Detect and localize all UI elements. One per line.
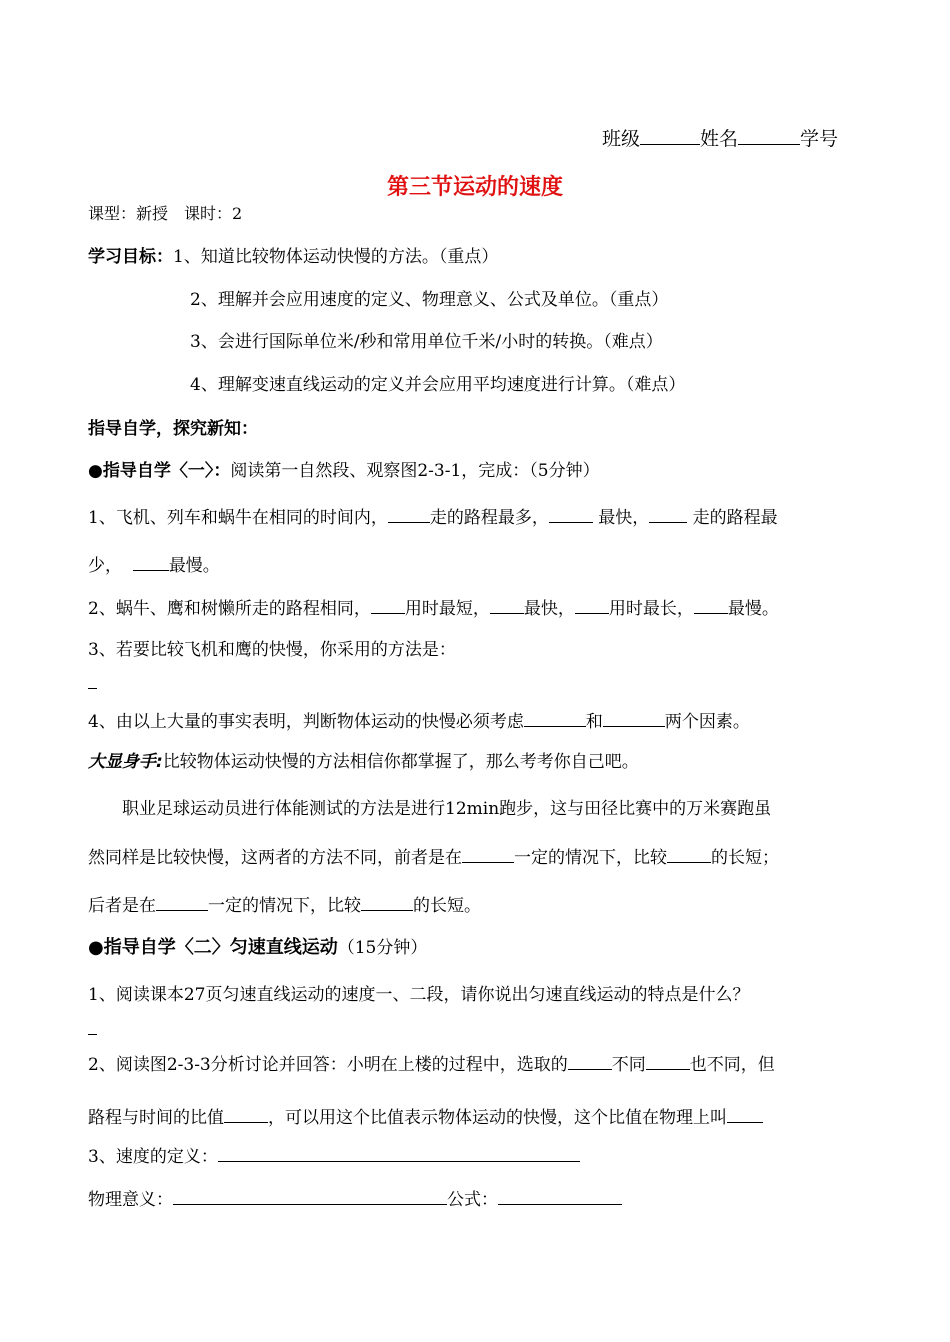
answer-blank[interactable]: [173, 1187, 447, 1205]
q-text: 后者是在: [88, 896, 156, 916]
q-text: 不同: [611, 1055, 646, 1075]
q-text: 物理意义：: [88, 1190, 173, 1210]
section1-heading-text: 阅读第一自然段、观察图2-3-1，完成：（5分钟）: [230, 461, 600, 481]
answer-blank[interactable]: [498, 1187, 622, 1205]
answer-blank[interactable]: [224, 1105, 268, 1123]
objectives-label: 学习目标：: [88, 247, 173, 267]
objective-item: 4、理解变速直线运动的定义并会应用平均速度进行计算。（难点）: [190, 375, 686, 395]
challenge-label: 大显身手:: [88, 752, 163, 772]
q-text: 最快，: [598, 508, 650, 528]
answer-blank[interactable]: [646, 1052, 690, 1070]
answer-blank[interactable]: [388, 505, 430, 523]
q-text: 少，: [88, 556, 122, 576]
class-blank[interactable]: [640, 127, 700, 145]
answer-blank[interactable]: [727, 1105, 763, 1123]
q-text: 路程与时间的比值: [88, 1108, 224, 1128]
q-text: 用时最短，: [404, 599, 490, 619]
section2-heading: [88, 937, 427, 959]
s1-question-2: [88, 596, 779, 620]
q-text: 4、由以上大量的事实表明，判断物体运动的快慢必须考虑: [88, 712, 524, 732]
section1-heading-bold: ●指导自学〈一〉：: [88, 461, 231, 481]
section1-heading: [88, 460, 600, 482]
answer-blank[interactable]: [524, 709, 586, 727]
answer-blank[interactable]: [667, 845, 711, 863]
answer-blank[interactable]: [88, 688, 97, 689]
id-label: 学号: [800, 128, 839, 150]
answer-blank[interactable]: [462, 845, 514, 863]
q-text: 最慢。: [727, 599, 779, 619]
section2-heading-text: （15分钟）: [337, 938, 428, 958]
answer-blank[interactable]: [156, 893, 208, 911]
answer-blank[interactable]: [549, 505, 593, 523]
answer-blank[interactable]: [490, 596, 524, 614]
challenge-paragraph: 职业足球运动员进行体能测试的方法是进行12min跑步，这与田径比赛中的万米赛跑虽: [122, 799, 772, 819]
q-text: 的长短；: [711, 848, 779, 868]
answer-blank[interactable]: [649, 505, 687, 523]
course-info: 课型：新授 课时：2: [88, 204, 243, 223]
q-text: 1、飞机、列车和蜗牛在相同的时间内，: [88, 508, 388, 528]
s2-question-2-cont: [88, 1105, 763, 1129]
s2-question-3: [88, 1144, 580, 1168]
objective-item: 1、知道比较物体运动快慢的方法。（重点）: [173, 247, 499, 267]
q-text: 走的路程最: [692, 508, 778, 528]
s2-question-2: [88, 1052, 775, 1076]
q-text: 一定的情况下，比较: [514, 848, 667, 868]
q-text: 一定的情况下，比较: [208, 896, 361, 916]
class-label: 班级: [602, 128, 641, 150]
q-text: 和: [585, 712, 603, 732]
challenge-intro: [88, 751, 639, 773]
challenge-text: 比较物体运动快慢的方法相信你都掌握了，那么考考你自己吧。: [162, 752, 639, 772]
q-text: 3、速度的定义：: [88, 1147, 218, 1167]
q-text: 2、蜗牛、鹰和树懒所走的路程相同，: [88, 599, 371, 619]
answer-blank[interactable]: [694, 596, 728, 614]
q-text: 的长短。: [413, 896, 481, 916]
objective-item: 2、理解并会应用速度的定义、物理意义、公式及单位。（重点）: [190, 290, 669, 310]
q-text: 2、阅读图2-3-3分析讨论并回答：小明在上楼的过程中，选取的: [88, 1055, 568, 1075]
objective-item: 3、会进行国际单位米/秒和常用单位千米/小时的转换。（难点）: [190, 332, 663, 352]
q-text: 用时最长，: [608, 599, 694, 619]
q-text: 最快，: [523, 599, 575, 619]
q-text: 走的路程最多，: [429, 508, 549, 528]
answer-blank[interactable]: [603, 709, 665, 727]
answer-blank[interactable]: [575, 596, 609, 614]
answer-blank[interactable]: [371, 596, 405, 614]
s2-question-1: 1、阅读课本27页匀速直线运动的速度一、二段，请你说出匀速直线运动的特点是什么？: [88, 985, 750, 1005]
q-text: ，可以用这个比值表示物体运动的快慢，这个比值在物理上叫: [268, 1108, 727, 1128]
name-blank[interactable]: [738, 127, 800, 145]
q-text: 也不同，但: [689, 1055, 775, 1075]
q-text: 公式：: [447, 1190, 498, 1210]
s1-question-1-cont: [88, 553, 220, 577]
answer-blank[interactable]: [88, 1034, 97, 1035]
answer-blank[interactable]: [218, 1144, 580, 1162]
s1-question-1: [88, 505, 778, 529]
section2-heading-bold: ●指导自学〈二〉匀速直线运动: [88, 937, 338, 958]
answer-blank[interactable]: [568, 1052, 612, 1070]
q-text: 两个因素。: [664, 712, 750, 732]
student-info-line: [602, 127, 838, 150]
page-title: 第三节运动的速度: [386, 175, 563, 200]
s1-question-4: [88, 709, 750, 733]
answer-blank[interactable]: [361, 893, 413, 911]
q-text: 最慢。: [168, 556, 220, 576]
challenge-paragraph-2: [88, 845, 779, 869]
challenge-paragraph-3: [88, 893, 481, 917]
s2-meaning-formula: [88, 1187, 622, 1211]
name-label: 姓名: [700, 128, 739, 150]
objective-line-1: [88, 246, 498, 268]
q-text: 然同样是比较快慢，这两者的方法不同，前者是在: [88, 848, 462, 868]
guide-heading: 指导自学，探究新知：: [88, 419, 258, 439]
answer-blank[interactable]: [133, 553, 169, 571]
s1-question-3: 3、若要比较飞机和鹰的快慢，你采用的方法是：: [88, 640, 456, 660]
